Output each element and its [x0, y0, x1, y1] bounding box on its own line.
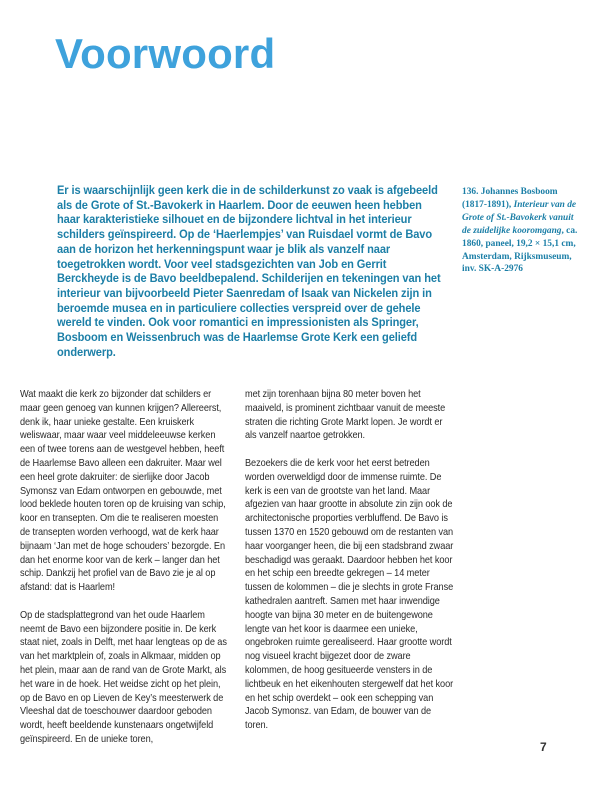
- intro-paragraph: Er is waarschijnlijk geen kerk die in de schilderkunst zo vaak is afgebeeld als de Grote of St.-Bavokerk in Haarlem. Door de eeuwen heen hebben haar karakteristieke silhouet en de bijzondere lichtval in het interieur schilders geïnspireerd. Op de ‘Haerlempjes’ van Ruisdael vormt de Bavo aan de horizon het herkenningspunt waar je blik als vanzelf naar toegetrokken wordt. Voor veel stadsgezichten van Job en Gerrit Berckheyde is de Bavo beeldbepalend. Schilderijen en tekeningen van het interieur van bijvoorbeeld Pieter Saenredam of Isaak van Nickelen zijn in beroemde musea en in particuliere collecties verspreid over de gehele wereld te vinden. Ook voor romantici en impressionisten als Springer, Bosboom en Weissenbruch was de Haarlemse Grote Kerk een geliefd onderwerp.: [57, 183, 441, 359]
- artwork-caption: [462, 186, 584, 276]
- caption-artwork-title: Interieur van de Grote of St.-Bavokerk vanuit de zuidelijke kooromgang: [462, 199, 577, 236]
- body-left-column: [20, 388, 231, 761]
- left-column-paragraph-1: Wat maakt die kerk zo bijzonder dat schilders er maar geen genoeg van kunnen krijgen? Allereerst, denk ik, haar unieke gestalte. Een kruiskerk weliswaar, maar waar veel middeleeuwse kerken een of twee torens aan de westgevel hebben, heeft de Haarlemse Bavo alleen een dakruiter. Maar wel een heel grote dakruiter: de sierlijke door Jacob Symonsz van Edam ontworpen en gebouwde, met lood beklede houten toren op de kruising van schip, koor en transepten. Om die te realiseren moesten de transepten worden verhoogd, wat de kerk haar bijnaam ‘Jan met de hoge schouders’ bezorgde. En dan het enorme koor van de kerk – langer dan het schip. Dankzij het profiel van de Bavo zie je al op afstand: dat is Haarlem!: [20, 389, 226, 594]
- page-title: Voorwoord: [55, 30, 276, 77]
- right-column-paragraph-1: met zijn torenhaan bijna 80 meter boven het maaiveld, is prominent zichtbaar vanuit de meeste straten die richting Grote Markt lopen. Je wordt er als vanzelf naartoe getrokken.: [245, 389, 446, 442]
- body-right-column: [245, 388, 456, 747]
- caption-details: , ca. 1860, paneel, 19,2 × 15,1 cm, Amsterdam, Rijksmuseum, inv. SK-A-2976: [462, 225, 578, 275]
- right-column-paragraph-2: Bezoekers die de kerk voor het eerst betreden worden overweldigd door de immense ruimte. De kerk is een van de grootste van het land. Maar afgezien van haar grootte in absolute zin zijn ook de architectonische proporties verbluffend. De Bavo is tussen 1370 en 1520 gebouwd om de restanten van haar voorganger heen, die bij een stadsbrand zwaar beschadigd was geraakt. Daardoor hebben het koor en het schip een breedte gekregen – 14 meter tussen de kolommen – die je slechts in grote Franse kathedralen aantreft. Samen met haar inwendige hoogte van bijna 30 meter en de buitengewone lengte van het koor is daarmee een unieke, ongebroken ruimte gerealiseerd. Haar grootte wordt nog visueel kracht bijgezet door de zware kolommen, de hoog gesitueerde vensters in de lichtbeuk en het eikenhouten stergewelf dat het koor en het schip overdekt – ook een schepping van Jacob Symonsz. van Edam, de bouwer van de toren.: [245, 457, 454, 732]
- left-column-paragraph-2: Op de stadsplattegrond van het oude Haarlem neemt de Bavo een bijzondere positie in. De kerk staat niet, zoals in Delft, met haar lengteas op de as van het marktplein of, zoals in Alkmaar, midden op het plein, maar aan de rand van de Grote Markt, als het ware in de hoek. Het weidse zicht op het plein, op de Bavo en op Lieven de Key’s meesterwerk de Vleeshal dat de toeschouwer daardoor geboden wordt, heeft beeldende kunstenaars ongetwijfeld geïnspireerd. En de unieke toren,: [20, 609, 227, 745]
- caption-number-artist: 136. Johannes Bosboom (1817-1891),: [462, 187, 558, 210]
- page-number: 7: [540, 740, 547, 754]
